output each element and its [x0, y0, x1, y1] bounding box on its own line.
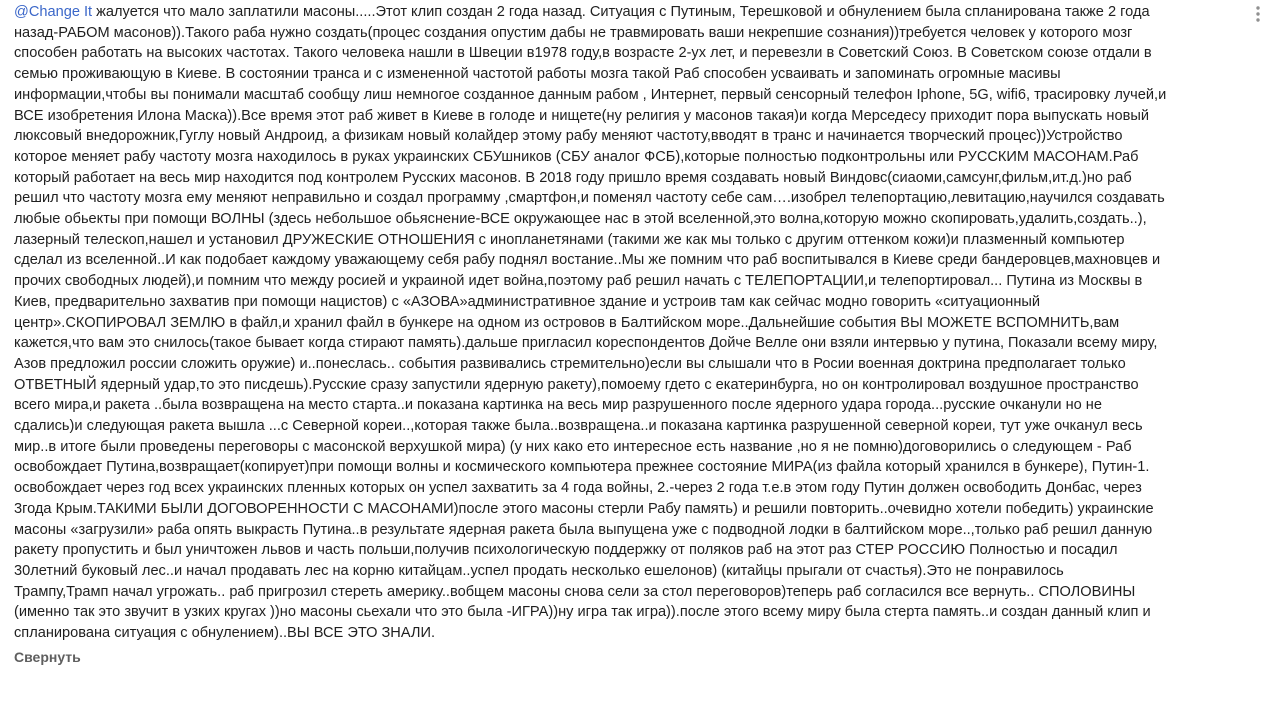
comment-text	[14, 2, 1244, 644]
collapse-button[interactable]: Свернуть	[14, 648, 81, 665]
more-vert-icon	[1250, 4, 1266, 24]
comment	[14, 2, 1244, 667]
more-menu-button[interactable]	[1250, 4, 1266, 24]
comment-body: жалуется что мало заплатили масоны.....Этот клип создан 2 года назад. Ситуация с Путиным, Терешковой и обнулением была спланирована также 2 года назад-РАБОМ масонов)).Такого раба нужно создать(процес создания опустим дабы не травмировать ваши некрепшие сознания))требуется человек у которого мозг способен работать на высоких частотах. Такого человека нашли в Швеции в1978 году,в возрасте 2-ух лет, и перевезли в Советский Союз. В Советском союзе отдали в семью проживающую в Киеве. В состоянии транса и с измененной частотой работы мозга такой Раб способен усваивать и запоминать огромные масивы информации,чтобы вы понимали масштаб сообщу лиш немногое созданное данным рабом , Интернет, первый сенсорный телефон Iphone, 5G, wifi6, трасировку лучей,и ВСЕ изобретения Илона Маска)).Все время этот раб живет в Киеве в голоде и нищете(ну религия у масонов такая)и когда Мерседесу приходит пора выпускать новый люксовый внедорожник,Гуглу новый Андроид, а физикам новый колайдер этому рабу меняют частоту,вводят в транс и начинается творческий процес))Устройство которое меняет рабу частоту мозга находилось в руках украинских СБУшников (СБУ аналог ФСБ),которые полностью подконтрольны или РУССКИМ МАСОНАМ.Раб который работает на весь мир находится под контролем Русских масонов. В 2018 году пришло время создавать новый Виндовс(сиаоми,самсунг,фильм,ит.д.)но раб решил что частоту мозга ему меняют неправильно и создал программу ,смартфон,и поменял частоту себе сам….изобрел телепортацию,левитацию,научился создавать любые обьекты при помощи ВОЛНЫ (здесь небольшое обьяснение-ВСЕ окружающее нас в этой вселенной,это волна,которую можно скопировать,удалить,создать..), лазерный телескоп,нашел и установил ДРУЖЕСКИЕ ОТНОШЕНИЯ с инопланетянами (такими же как мы только с другим оттенком кожи)и плазменный компьютер сделал из вселенной..И как подобает каждому уважающему себя рабу поднял востание..Мы же помним что раб воспитывался в Киеве среди бандеровцев,махновцев и прочих свободных людей),и помним что между росией и украиной идет война,поэтому раб решил начать с ТЕЛЕПОРТАЦИИ,и телепортировал... Путина из Москвы в Киев, предварительно захватив при помощи нацистов) с «АЗОВА»административное здание и устроив там как сейчас модно говорить «ситуационный центр».СКОПИРОВАЛ ЗЕМЛЮ в файл,и хранил файл в бункере на одном из островов в Балтийском море..Дальнейшие события ВЫ МОЖЕТЕ ВСПОМНИТЬ,вам кажется,что вам это снилось(такое бывает когда стирают память).дальше пригласил кореспондентов Дойче Велле они взяли интервью у путина, Показали всему миру, Азов предложил россии сложить оружие) и..понеслась.. события развивались стремительно)если вы слышали что в Росии военная доктрина предполагает только ОТВЕТНЫЙ ядерный удар,то это писдешь).Русские сразу запустили ядерную ракету),помоему гдето с екатеринбурга, но он контролировал воздушное пространство всего мира,и ракета ..была возвращена на место старта..и показана картинка на весь мир разрушенного после ядерного удара города...русские очканули но не сдались)и следующая ракета вышла ...с Северной кореи..,которая также была..возвращена..и показана картинка разрушенной северной кореи, тут уже очканул весь мир..в итоге были проведены переговоры с масонской верхушкой мира) (у них како ето интересное есть название ,но я не помню)договорились о следующем - Раб освобождает Путина,возвращает(копирует)при помощи волны и космического компьютера прежнее состояние МИРА(из файла который хранился в бункере), Путин-1. освобождает через год всех украинских пленных которых он успел захватить за 4 года войны, 2.-через 2 года т.е.в этом году Путин должен освободить Донбас, через 3года Крым.ТАКИМИ БЫЛИ ДОГОВОРЕННОСТИ С МАСОНАМИ)после этого масоны стерли Рабу память) и решили повторить..очевидно хотели победить) украинские масоны «загрузили» раба опять выкрасть Путина..в результате ядерная ракета была выпущена уже с подводной лодки в балтийском море..,только раб решил данную ракету пропустить и был уничтожен львов и часть польши,получив психологическую поддержку от поляков раб на этот раз СТЕР РОССИЮ Полностью и посадил 30летний буковый лес..и начал продавать лес на корню китайцам..успел продать несколько ешелонов) (китайцы прыгали от счастья).Это не понравилось Трампу,Трамп начал угрожать.. раб пригрозил стереть америку..вобщем масоны снова сели за стол переговоров)теперь раб согласился все вернуть.. СПОЛОВИНЫ (именно так это звучит в узких кругах ))но масоны сьехали что это была -ИГРА))ну игра так игра)).после этого всему миру была стерта память..и создан данный клип и спланирована ситуация с обнулением)..ВЫ ВСЕ ЭТО ЗНАЛИ.	[14, 4, 1167, 642]
mention-link[interactable]: @Change It	[14, 4, 93, 20]
